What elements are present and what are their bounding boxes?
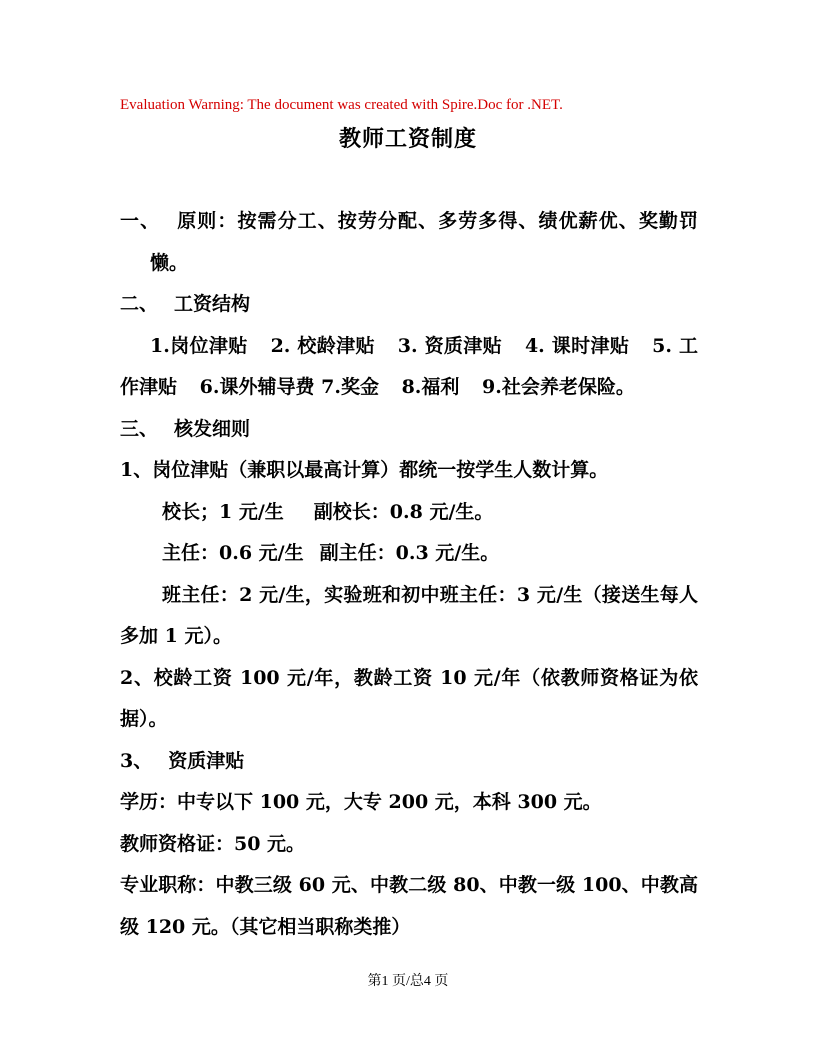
salary-item: 1.岗位津贴 (150, 334, 248, 357)
section-heading: 核发细则 (174, 417, 251, 440)
section-number: 三、 (120, 417, 159, 440)
salary-item: 3. 资质津贴 (397, 334, 502, 357)
salary-item: 6.课外辅导费 (199, 376, 315, 398)
section-salary-structure (120, 284, 698, 326)
principle-text: 原则：按需分工、按劳分配、多劳多得、绩优薪优、奖勤罚懒。 (150, 210, 698, 274)
salary-items-list (120, 326, 698, 409)
document-title: 教师工资制度 (338, 126, 477, 152)
rule-certificate: 教师资格证：50 元。 (120, 832, 306, 855)
evaluation-warning: Evaluation Warning: The document was created with Spire.Doc for .NET. (120, 97, 563, 113)
rule-number: 3、 (120, 749, 153, 772)
rule-heading: 资质津贴 (168, 749, 245, 772)
salary-item: 2. 校龄津贴 (270, 334, 375, 357)
rule-education: 学历：中专以下 100 元，大专 200 元，本科 300 元。 (120, 791, 602, 813)
section-number: 二、 (120, 293, 159, 315)
rule-qualification (120, 741, 698, 783)
salary-item: 9.社会养老保险。 (482, 376, 635, 398)
principal-rate: 校长；1 元/生 (162, 500, 284, 523)
rule-seniority-wage: 2、校龄工资 100 元/年，教龄工资 10 元/年（依教师资格证为依据）。 (120, 666, 698, 730)
section-heading: 工资结构 (174, 293, 251, 315)
salary-item: 8.福利 (401, 376, 460, 398)
salary-item: 7.奖金 (321, 376, 379, 398)
rule-director-line (120, 533, 698, 575)
vice-principal-rate: 副校长：0.8 元/生。 (313, 500, 494, 523)
section-rules (120, 409, 698, 451)
rule-position-allowance: 1、岗位津贴（兼职以最高计算）都统一按学生人数计算。 (120, 459, 609, 481)
vice-director-rate: 副主任：0.3 元/生。 (319, 542, 500, 564)
page-footer: 第1 页/总4 页 (367, 974, 449, 989)
rule-principal-line (120, 492, 698, 534)
section-number: 一、 (120, 210, 161, 232)
rule-title-rank: 专业职称：中教三级 60 元、中教二级 80、中教一级 100、中教高级 120 元。（其它相当职称类推） (120, 874, 698, 938)
director-rate: 主任：0.6 元/生 (162, 542, 304, 564)
document-body (120, 201, 698, 948)
salary-item: 5. 工作津贴 (120, 334, 698, 398)
rule-class-teacher: 班主任：2 元/生，实验班和初中班主任：3 元/生（接送生每人多加 1 元）。 (120, 583, 698, 647)
salary-item: 4. 课时津贴 (524, 334, 630, 357)
section-principle (120, 201, 698, 284)
